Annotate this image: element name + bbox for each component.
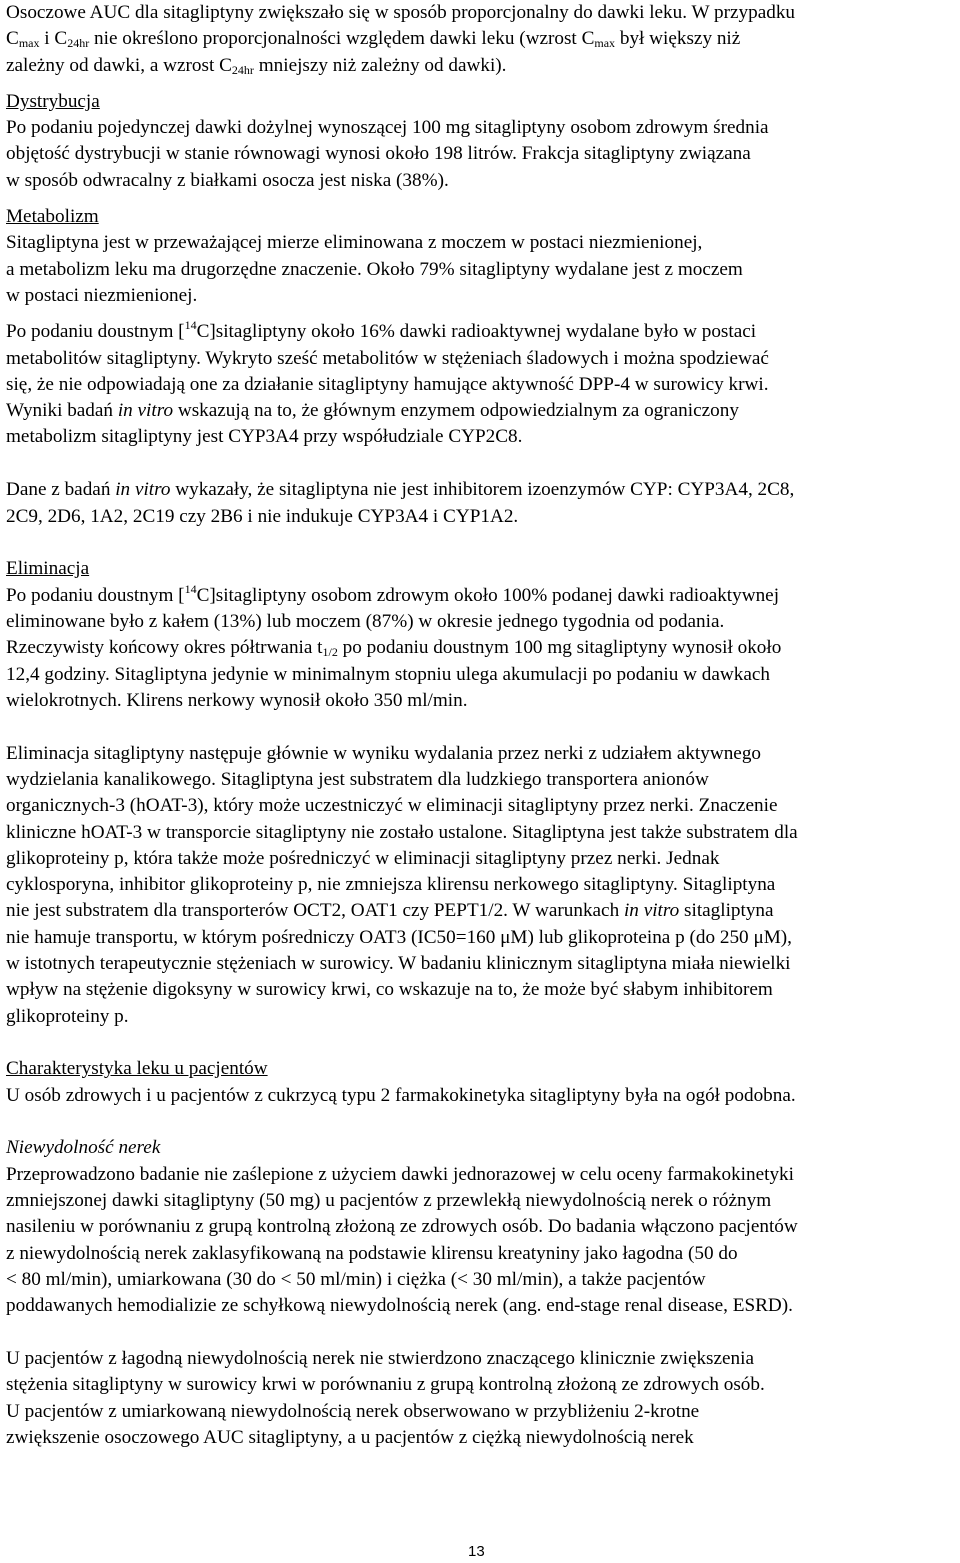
section-metabolizm	[6, 204, 958, 309]
text-line: < 80 ml/min), umiarkowana (30 do < 50 ml/min) i ciężka (< 30 ml/min), a także pacjentów	[6, 1268, 706, 1290]
text-line: kliniczne hOAT-3 w transporcie sitagliptyny nie zostało ustalone. Sitagliptyna jest także substratem dla	[6, 821, 798, 843]
text-line: wydzielania kanalikowego. Sitagliptyna jest substratem dla ludzkiego transportera anionów	[6, 768, 709, 790]
text-line: w istotnych terapeutycznie stężeniach w surowicy. W badaniu klinicznym sitagliptyna miała niewielki	[6, 953, 791, 974]
text-line: Osoczowe AUC dla sitagliptyny zwiększało się w sposób proporcjonalny do dawki leku. W przypadku	[6, 2, 796, 23]
text-line: Sitagliptyna jest w przeważającej mierze eliminowana z moczem w postaci niezmienionej,	[6, 232, 703, 254]
text-line: stężenia sitagliptyny w surowicy krwi w porównaniu z grupą kontrolną złożoną ze zdrowych osób.	[6, 1374, 765, 1396]
section-charakterystyka	[6, 1056, 958, 1109]
text-line: Dane z badań in vitro wykazały, że sitagliptyna nie jest inhibitorem izoenzymów CYP: CYP3A4, 2C8,	[6, 479, 795, 501]
text-line: się, że nie odpowiadają one za działanie sitagliptyny hamujące aktywność DPP-4 w surowicy krwi.	[6, 373, 769, 395]
text-line: eliminowane było z kałem (13%) lub moczem (87%) w okresie jednego tygodnia od podania.	[6, 610, 725, 632]
text-line: metabolitów sitagliptyny. Wykryto sześć metabolitów w stężeniach śladowych i można spodziewać	[6, 347, 769, 369]
text-line: glikoproteiny p.	[6, 1005, 129, 1027]
text-line: zależny od dawki, a wzrost $C_{24hr}$ mniejszy niż zależny od dawki).	[6, 54, 507, 77]
text-line: 2C9, 2D6, 1A2, 2C19 czy 2B6 i nie indukuje CYP3A4 i CYP1A2.	[6, 505, 519, 527]
section-heading-dystrybucja: Dystrybucja	[6, 90, 100, 112]
text-line: a metabolizm leku ma drugorzędne znaczenie. Około 79% sitagliptyny wydalane jest z moczem	[6, 258, 743, 280]
section-niewydolnosc-nerek	[6, 1135, 958, 1319]
text-line: wielokrotnych. Klirens nerkowy wynosił około 350 ml/min.	[6, 689, 468, 711]
paragraph-auc-proportionality	[6, 0, 958, 79]
text-line: w postaci niezmienionej.	[6, 284, 198, 306]
text-line: metabolizm sitagliptyny jest CYP3A4 przy współudziale CYP2C8.	[6, 426, 523, 448]
text-line: Wyniki badań in vitro wskazują na to, że głównym enzymem odpowiedzialnym za ograniczony	[6, 400, 739, 422]
text-line: zmniejszonej dawki sitagliptyny (50 mg) u pacjentów z przewlekłą niewydolnością nerek o różnym	[6, 1190, 772, 1212]
text-line: zwiększenie osoczowego AUC sitagliptyny, a u pacjentów z ciężką niewydolnością nerek	[6, 1426, 694, 1448]
text-line: U osób zdrowych i u pacjentów z cukrzycą typu 2 farmakokinetyka sitagliptyny była na ogół podobna.	[6, 1084, 796, 1106]
document-page	[6, 0, 958, 1451]
text-line: nie hamuje transportu, w którym pośredniczy OAT3 (IC50=160 μM) lub glikoproteina p (do 250 μM),	[6, 926, 792, 948]
text-line: w sposób odwracalny z białkami osocza jest niska (38%).	[6, 169, 449, 191]
text-line: Po podaniu doustnym [$^{14}$C]sitagliptyny osobom zdrowym około 100% podanej dawki radioaktywnej	[6, 581, 780, 606]
text-line: nie jest substratem dla transporterów OCT2, OAT1 czy PEPT1/2. W warunkach in vitro sitagliptyna	[6, 900, 774, 922]
text-line: Przeprowadzono badanie nie zaślepione z użyciem dawki jednorazowej w celu oceny farmakokinetyki	[6, 1163, 794, 1185]
paragraph-cyp-inhibition	[6, 477, 958, 530]
text-line: 12,4 godziny. Sitagliptyna jedynie w minimalnym stopniu ulega akumulacji po podaniu w dawkach	[6, 663, 770, 685]
text-line: Eliminacja sitagliptyny następuje głównie w wyniku wydalania przez nerki z udziałem aktywnego	[6, 742, 762, 764]
section-dystrybucja	[6, 89, 958, 194]
paragraph-renal-transport	[6, 741, 958, 1030]
text-line: nasileniu w porównaniu z grupą kontrolną złożoną ze zdrowych osób. Do badania włączono pacjentów	[6, 1216, 798, 1238]
section-heading-metabolizm: Metabolizm	[6, 206, 99, 228]
section-heading-eliminacja: Eliminacja	[6, 558, 90, 580]
section-heading-charakterystyka: Charakterystyka leku u pacjentów	[6, 1058, 268, 1080]
section-heading-niewydolnosc-nerek: Niewydolność nerek	[6, 1137, 161, 1159]
text-line: organicznych-3 (hOAT-3), który może uczestniczyć w eliminacji sitagliptyny przez nerki. Znaczenie	[6, 795, 778, 817]
page-number: 13	[468, 1543, 485, 1560]
text-line: Po podaniu pojedynczej dawki dożylnej wynoszącej 100 mg sitagliptyny osobom zdrowym średnia	[6, 117, 769, 139]
text-line: U pacjentów z łagodną niewydolnością nerek nie stwierdzono znaczącego klinicznie zwiększenia	[6, 1348, 754, 1370]
paragraph-c14-metabolites	[6, 319, 958, 450]
section-eliminacja	[6, 556, 958, 714]
text-line: Rzeczywisty końcowy okres półtrwania $t_{1/2}$ po podaniu doustnym 100 mg sitagliptyny wynosił około	[6, 637, 782, 660]
paragraph-mild-renal-impairment	[6, 1346, 958, 1451]
text-line: wpływ na stężenie digoksyny w surowicy krwi, co wskazuje na to, że może być słabym inhibitorem	[6, 979, 773, 1001]
text-line: Po podaniu doustnym [$^{14}$C]sitagliptyny około 16% dawki radioaktywnej wydalane było w postaci	[6, 318, 757, 343]
text-line: U pacjentów z umiarkowaną niewydolnością nerek obserwowano w przybliżeniu 2-krotne	[6, 1400, 700, 1422]
text-line: z niewydolnością nerek zaklasyfikowaną na podstawie klirensu kreatyniny jako łagodna (50 do	[6, 1242, 738, 1264]
text-line: objętość dystrybucji w stanie równowagi wynosi około 198 litrów. Frakcja sitagliptyny związana	[6, 143, 751, 165]
text-line: $C_{max}$ i $C_{24hr}$ nie określono proporcjonalności względem dawki leku (wzrost $C_{max}$ był większy niż	[6, 28, 741, 51]
text-line: cyklosporyna, inhibitor glikoproteiny p, nie zmniejsza klirensu nerkowego sitagliptyny. Sitagliptyna	[6, 874, 776, 896]
text-line: poddawanych hemodializie ze schyłkową niewydolnością nerek (ang. end-stage renal disease, ESRD).	[6, 1295, 793, 1317]
text-line: glikoproteiny p, która także może pośredniczyć w eliminacji sitagliptyny przez nerki. Jednak	[6, 847, 720, 869]
